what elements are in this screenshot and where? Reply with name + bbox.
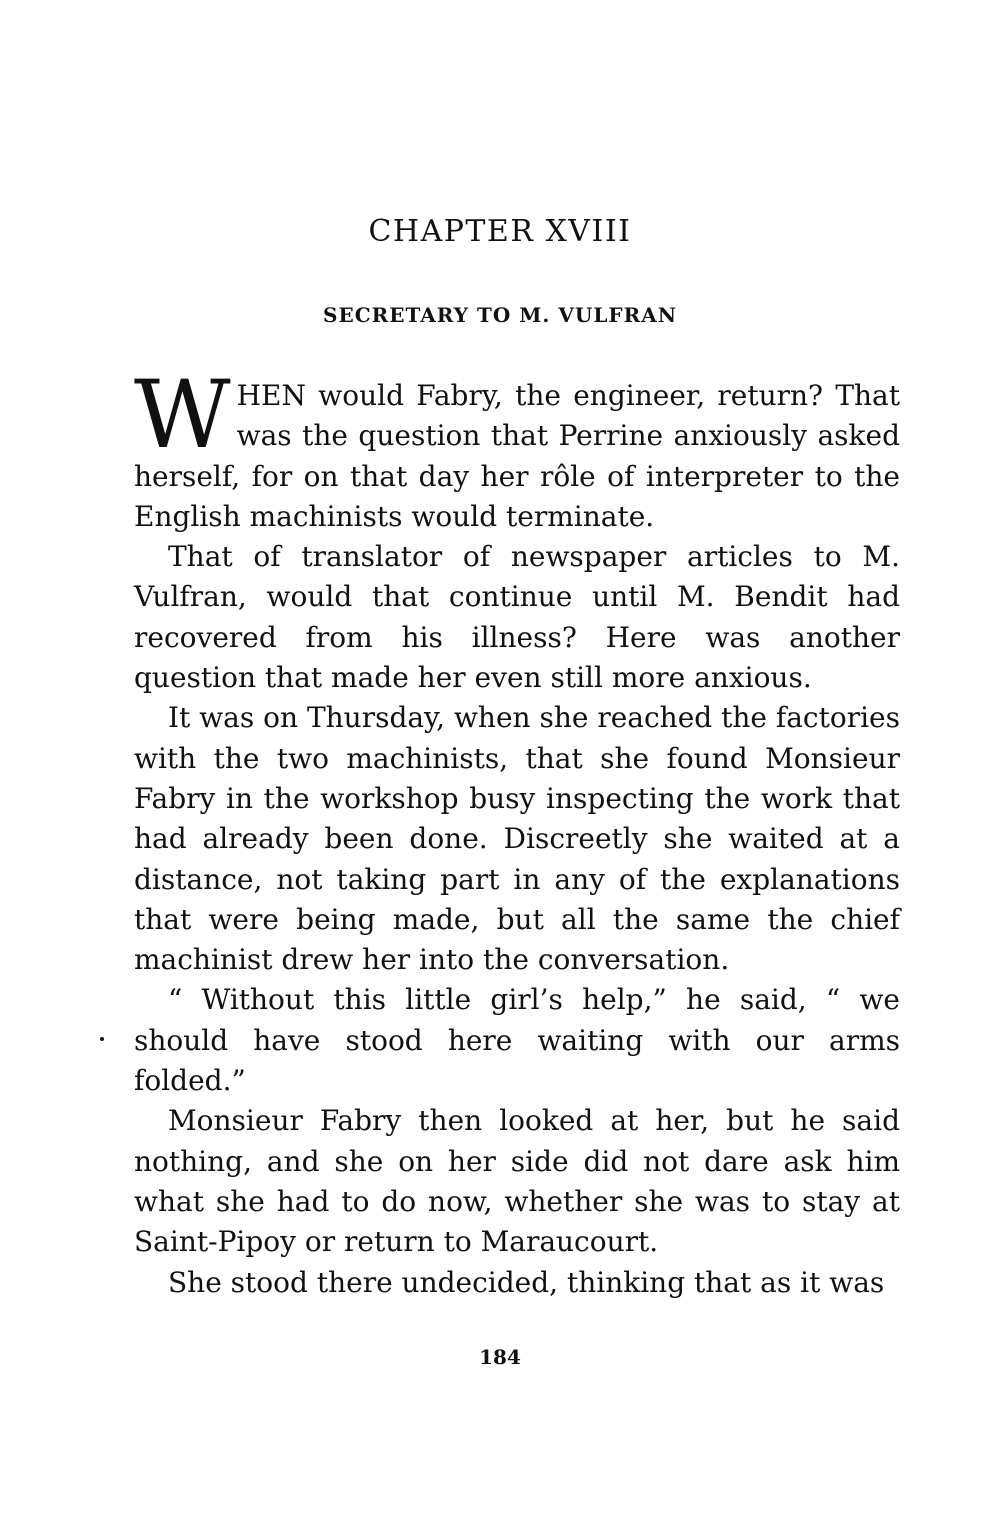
- chapter-title: CHAPTER XVIII: [368, 214, 632, 249]
- paragraph-5: Monsieur Fabry then looked at her, but he said nothing, and she on her side did not dare ask him what she had to do now, whether she was to stay at Saint-Pipoy or return to Maraucourt.: [134, 1104, 900, 1259]
- paragraph-4: “ Without this little girl’s help,” he said, “ we should have stood here waiting with our arms folded.”: [134, 983, 900, 1098]
- paragraph-6: She stood there undecided, thinking that as it was: [168, 1265, 885, 1299]
- drop-cap: W: [134, 361, 231, 470]
- page-number: 184: [479, 1345, 521, 1369]
- margin-mark: [100, 1037, 104, 1041]
- paragraph-3: It was on Thursday, when she reached the factories with the two machinists, that she found Monsieur Fabry in the workshop busy inspecting the work that had already been done. Discreetly she waited at a distance, not taking part in any of the explanations that were being made, but all the same the chief machinist drew her into the conversation.: [134, 701, 900, 977]
- paragraph-1-text: would Fabry, the engineer, return? That was the question that Perrine anxiously asked herself, for on that day her rôle of interpreter to the English machinists would terminate.: [134, 379, 900, 533]
- paragraph-2: That of translator of newspaper articles to M. Vulfran, would that continue until M. Bendit had recovered from his illness? Here was another question that made her even still more anxious.: [134, 540, 900, 695]
- paragraph-1: [134, 361, 900, 537]
- chapter-subtitle: SECRETARY TO M. VULFRAN: [323, 303, 677, 327]
- body-text: [134, 361, 900, 1303]
- paragraph-lead: HEN: [236, 379, 306, 412]
